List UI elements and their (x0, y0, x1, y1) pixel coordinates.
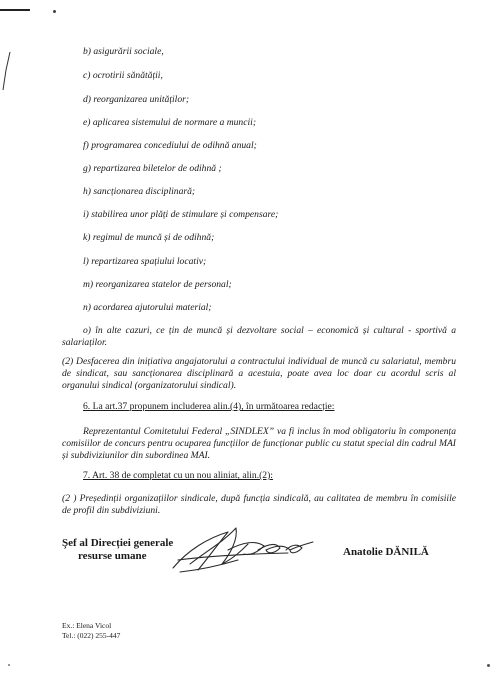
handwritten-signature (168, 520, 318, 575)
section-7-text: (2 ) Președinții organizațiilor sindicale, după funcția sindicală, au calitatea de membru în comisiile de profil din subdiviziuni. (62, 493, 456, 516)
section-7-heading: 7. Art. 38 de completat cu un nou aliniat, alin.(2): (83, 470, 273, 481)
list-item-m: m) reorganizarea statelor de personal; (83, 279, 232, 290)
list-item-g: g) repartizarea biletelor de odihnă ; (83, 163, 222, 174)
list-item-c: c) ocrotirii sănătății, (83, 70, 163, 81)
list-item-n: n) acordarea ajutorului material; (83, 302, 212, 313)
list-item-l: l) repartizarea spațiului locativ; (83, 256, 207, 267)
section-6-text: Reprezentantul Comitetului Federal „SINDLEX” va fi inclus în mod obligatoriu în componența comisiilor de concurs pentru ocuparea funcțiilor de funcționar public cu statut special din cadrul MAI și subdiviziunilor din subordinea MAI. (62, 426, 456, 461)
executor-name: Ex.: Elena Vicol (62, 621, 112, 630)
top-left-scan-line (0, 9, 30, 11)
list-item-k: k) regimul de muncă și de odihnă; (83, 232, 215, 243)
section-6-heading: 6. La art.37 propunem includerea alin.(4), în următoarea redacție: (83, 401, 335, 412)
bottom-left-scan-dot (8, 664, 10, 666)
list-item-e: e) aplicarea sistemului de normare a muncii; (83, 117, 257, 128)
list-item-b: b) asigurării sociale, (83, 46, 164, 57)
executor-phone: Tel.: (022) 255-447 (62, 631, 121, 640)
signatory-title-line-1: Şef al Direcției generale (62, 537, 174, 549)
signatory-title-line-2: resurse umane (78, 550, 147, 562)
left-margin-mark (0, 50, 14, 95)
list-item-f: f) programarea concediului de odihnă anual; (83, 140, 257, 151)
top-scan-dot (53, 10, 56, 13)
list-item-d: d) reorganizarea unităților; (83, 94, 190, 105)
list-item-h: h) sancționarea disciplinară; (83, 186, 196, 197)
list-item-i: i) stabilirea unor plăți de stimulare și compensare; (83, 209, 279, 220)
signatory-name: Anatolie DĂNILĂ (343, 546, 429, 558)
bottom-right-scan-dot (487, 664, 490, 667)
paragraph-2: (2) Desfacerea din inițiativa angajatorului a contractului individual de muncă cu salariatul, membru de sindicat, sau sancționarea disciplinară a acestuia, poate avea loc doar cu acordul scris al organului sindical (organizatorului sindical). (62, 356, 456, 391)
list-item-o: o) în alte cazuri, ce țin de muncă și dezvoltare social – economică și cultural - sportivă a salariaților. (62, 325, 456, 348)
